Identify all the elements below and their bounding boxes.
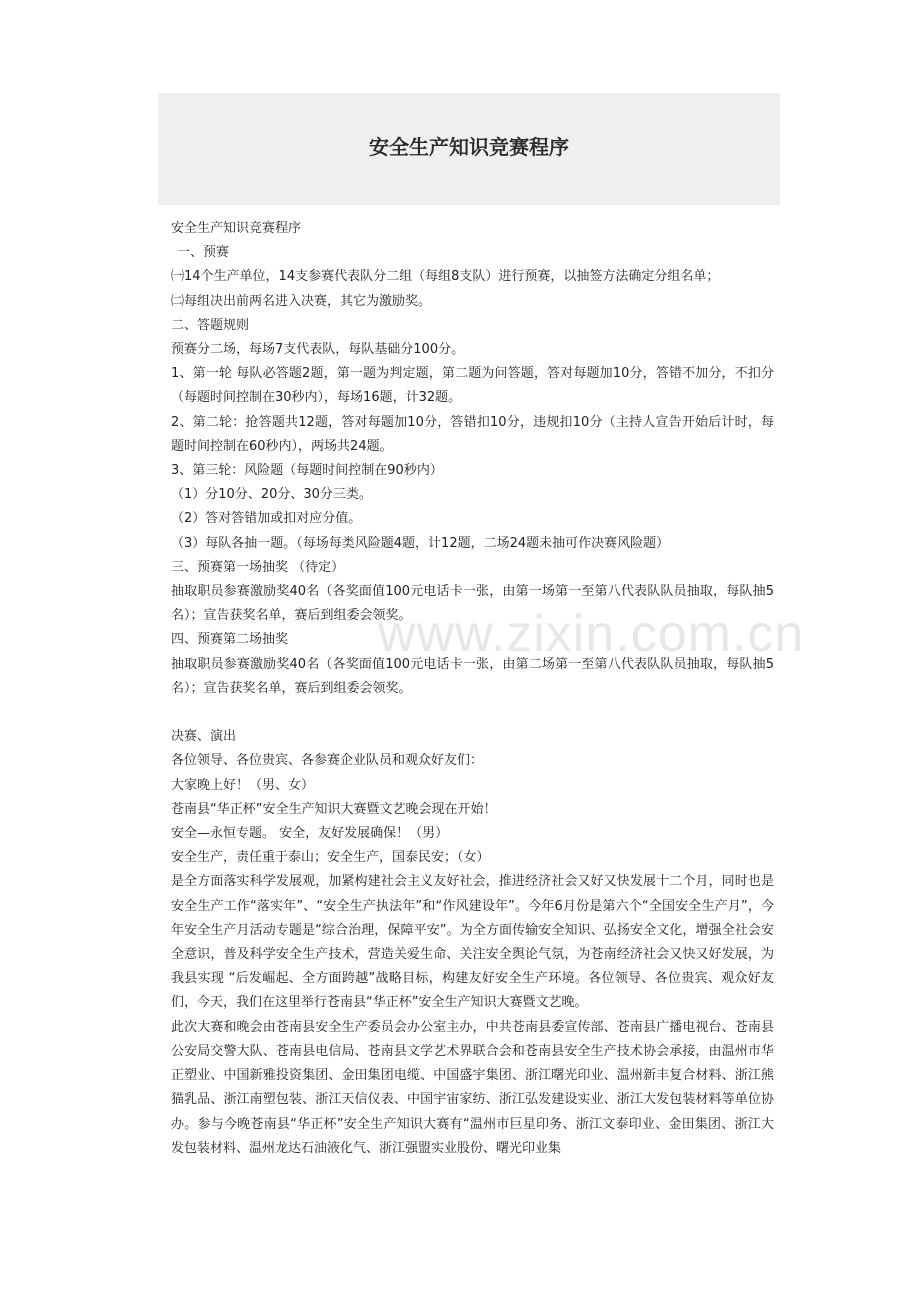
section-heading: 一、预赛 [177, 245, 230, 261]
paragraph: 安全—永恒专题。 安全，友好发展确保！（男） [171, 826, 449, 842]
paragraph: 苍南县“华正杯”安全生产知识大赛暨文艺晚会现在开始！ [171, 801, 497, 817]
section-heading: 四、预赛第二场抽奖 [171, 632, 289, 648]
paragraph: ㈡每组决出前两名进入决赛，其它为激励奖。 [171, 293, 432, 309]
paragraph: 是全方面落实科学发展观，加紧构建社会主义友好社会，推进经济社会又好又快发展十二个月，同时也是安全生产工作“落实年”、“安全生产执法年”和“作风建设年”。今年6月份是第六个“全国安全生产月”，今年安全生产月活动专题是“综合治理，保障平安”。为全方面传输安全知识、弘扬安全文化，增强全社会安全意识，普及科学安全生产技术，营造关爱生命、关注安全舆论气氛，为苍南经济社会又快又好发展，为我县实现 “后发崛起、全方面跨越”战略目标，构建友好安全生产环境。各位领导、各位贵宾、观众好友们，今天，我们在这里举行苍南县“华正杯”安全生产知识大赛暨文艺晚。 [171, 874, 774, 1011]
paragraph: 1、第一轮 每队必答题2题，第一题为判定题，第二题为问答题，答对每题加10分，答错不加分，不扣分（每题时间控制在30秒内），每场16题，计32题。 [171, 366, 774, 406]
paragraph: 2、第二轮：抢答题共12题，答对每题加10分，答错扣10分，违规扣10分（主持人宣告开始后计时，每题时间控制在60秒内），两场共24题。 [171, 414, 774, 454]
paragraph: 各位领导、各位贵宾、各参赛企业队员和观众好友们： [171, 753, 484, 769]
section-heading: 三、预赛第一场抽奖 （待定） [171, 559, 345, 575]
watermark: www.zixin.com.cn [378, 605, 805, 663]
paragraph: 大家晚上好！（男、女） [171, 777, 315, 793]
paragraph: 安全生产知识竞赛程序 [171, 221, 302, 236]
paragraph: 预赛分二场，每场7支代表队，每队基础分100分。 [171, 342, 465, 358]
paragraph: 抽取职员参赛激励奖40名（各奖面值100元电话卡一张，由第二场第一至第八代表队队员抽取，每队抽5名）；宣告获奖名单，赛后到组委会领奖。 [171, 656, 774, 696]
title-banner [158, 93, 780, 205]
paragraph: ㈠14个生产单位，14支参赛代表队分二组（每组8支队）进行预赛，以抽签方法确定分组名单； [171, 269, 720, 285]
section-heading: 决赛、演出 [171, 729, 237, 745]
paragraph: （2）答对答错加或扣对应分值。 [171, 511, 362, 527]
document-body [171, 217, 774, 1161]
paragraph: 此次大赛和晚会由苍南县安全生产委员会办公室主办，中共苍南县委宣传部、苍南县广播电视台、苍南县公安局交警大队、苍南县电信局、苍南县文学艺术界联合会和苍南县安全生产技术协会承接，由温州市华正塑业、中国新雅投资集团、金田集团电缆、中国盛宇集团、浙江曙光印业、温州新丰复合材料、浙江熊猫乳品、浙江南塑包装、浙江天信仪表、中国宇宙家纺、浙江弘发建设实业、浙江大发包装材料等单位协办。参与今晚苍南县“华正杯”安全生产知识大赛有“温州市巨星印务、浙江文泰印业、金田集团、浙江大发包装材料、温州龙达石油液化气、浙江强盟实业股份、曙光印业集 [171, 1019, 774, 1156]
paragraph: （1）分10分、20分、30分三类。 [171, 487, 372, 503]
paragraph: 抽取职员参赛激励奖40名（各奖面值100元电话卡一张，由第一场第一至第八代表队队员抽取，每队抽5名）；宣告获奖名单，赛后到组委会领奖。 [171, 584, 774, 624]
section-heading: 二、答题规则 [171, 317, 250, 333]
paragraph: 安全生产，责任重于泰山；安全生产，国泰民安；（女） [171, 850, 490, 866]
paragraph: （3）每队各抽一题。（每场每类风险题4题，计12题，二场24题未抽可作决赛风险题） [171, 535, 670, 551]
paragraph: 3、第三轮：风险题（每题时间控制在90秒内） [171, 463, 443, 479]
document-title: 安全生产知识竞赛程序 [369, 134, 569, 159]
blank-line [171, 701, 774, 725]
